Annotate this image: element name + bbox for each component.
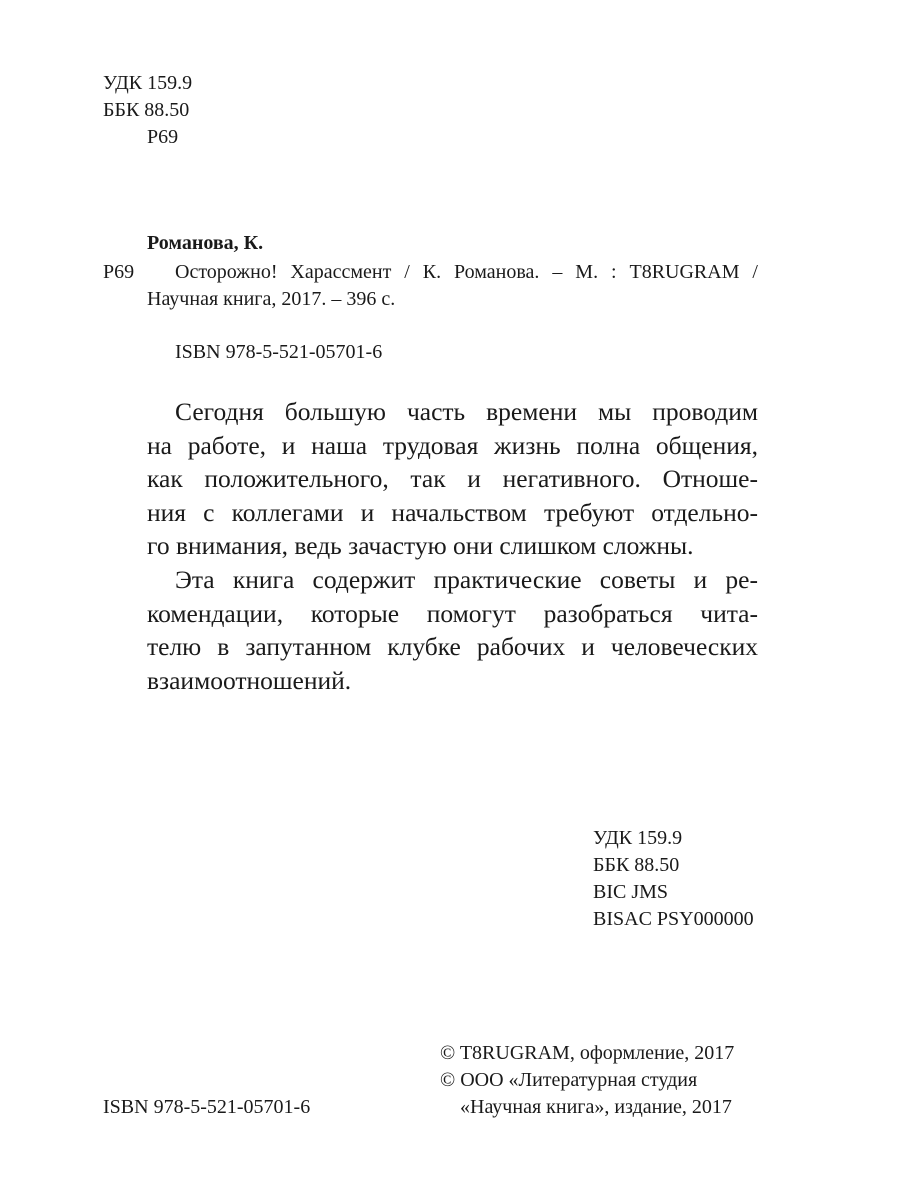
annotation-line: взаимоотношений. (147, 665, 352, 695)
annotation-paragraph-1 (147, 395, 758, 563)
annotation-line: телю в запутанном клубке рабочих и человеческих (147, 632, 758, 661)
bic-code: BIC JMS (593, 881, 669, 903)
author-mark-top: Р69 (147, 126, 179, 148)
annotation-line: на работе, и наша трудовая жизнь полна общения, (147, 430, 758, 460)
copyright-block (440, 1040, 734, 1121)
author-heading: Романова, К. (147, 232, 264, 254)
annotation-paragraph-2 (147, 563, 758, 697)
isbn-main: ISBN 978-5-521-05701-6 (175, 341, 383, 363)
author-mark: Р69 (103, 261, 135, 283)
annotation-line: Эта книга содержит практические советы и ре- (175, 565, 758, 594)
annotation-line: го внимания, ведь зачастую они слишком сложны. (147, 531, 694, 560)
bbk-code: ББК 88.50 (593, 854, 680, 876)
annotation-line: Сегодня большую часть времени мы проводим (175, 397, 758, 426)
annotation-line: как положительного, так и негативного. Отноше- (147, 464, 758, 493)
bisac-code: BISAC PSY000000 (593, 908, 754, 930)
udk-code-top: УДК 159.9 (103, 72, 193, 94)
udk-code: УДК 159.9 (593, 827, 683, 849)
bibliographic-line-1: Осторожно! Харассмент / К. Романова. – М. : T8RUGRAM / (175, 261, 758, 283)
bbk-code-top: ББК 88.50 (103, 99, 190, 121)
copyright-line: © ООО «Литературная студия (440, 1069, 698, 1091)
isbn-bottom: ISBN 978-5-521-05701-6 (103, 1096, 311, 1118)
bibliographic-line-2: Научная книга, 2017. – 396 с. (147, 288, 396, 310)
annotation-line: ния с коллегами и начальством требуют отдельно- (147, 497, 758, 527)
copyright-line: © T8RUGRAM, оформление, 2017 (440, 1042, 735, 1064)
copyright-line: «Научная книга», издание, 2017 (460, 1096, 732, 1118)
annotation-line: комендации, которые помогут разобраться чита- (147, 598, 758, 628)
classification-codes-bottom (593, 825, 754, 933)
